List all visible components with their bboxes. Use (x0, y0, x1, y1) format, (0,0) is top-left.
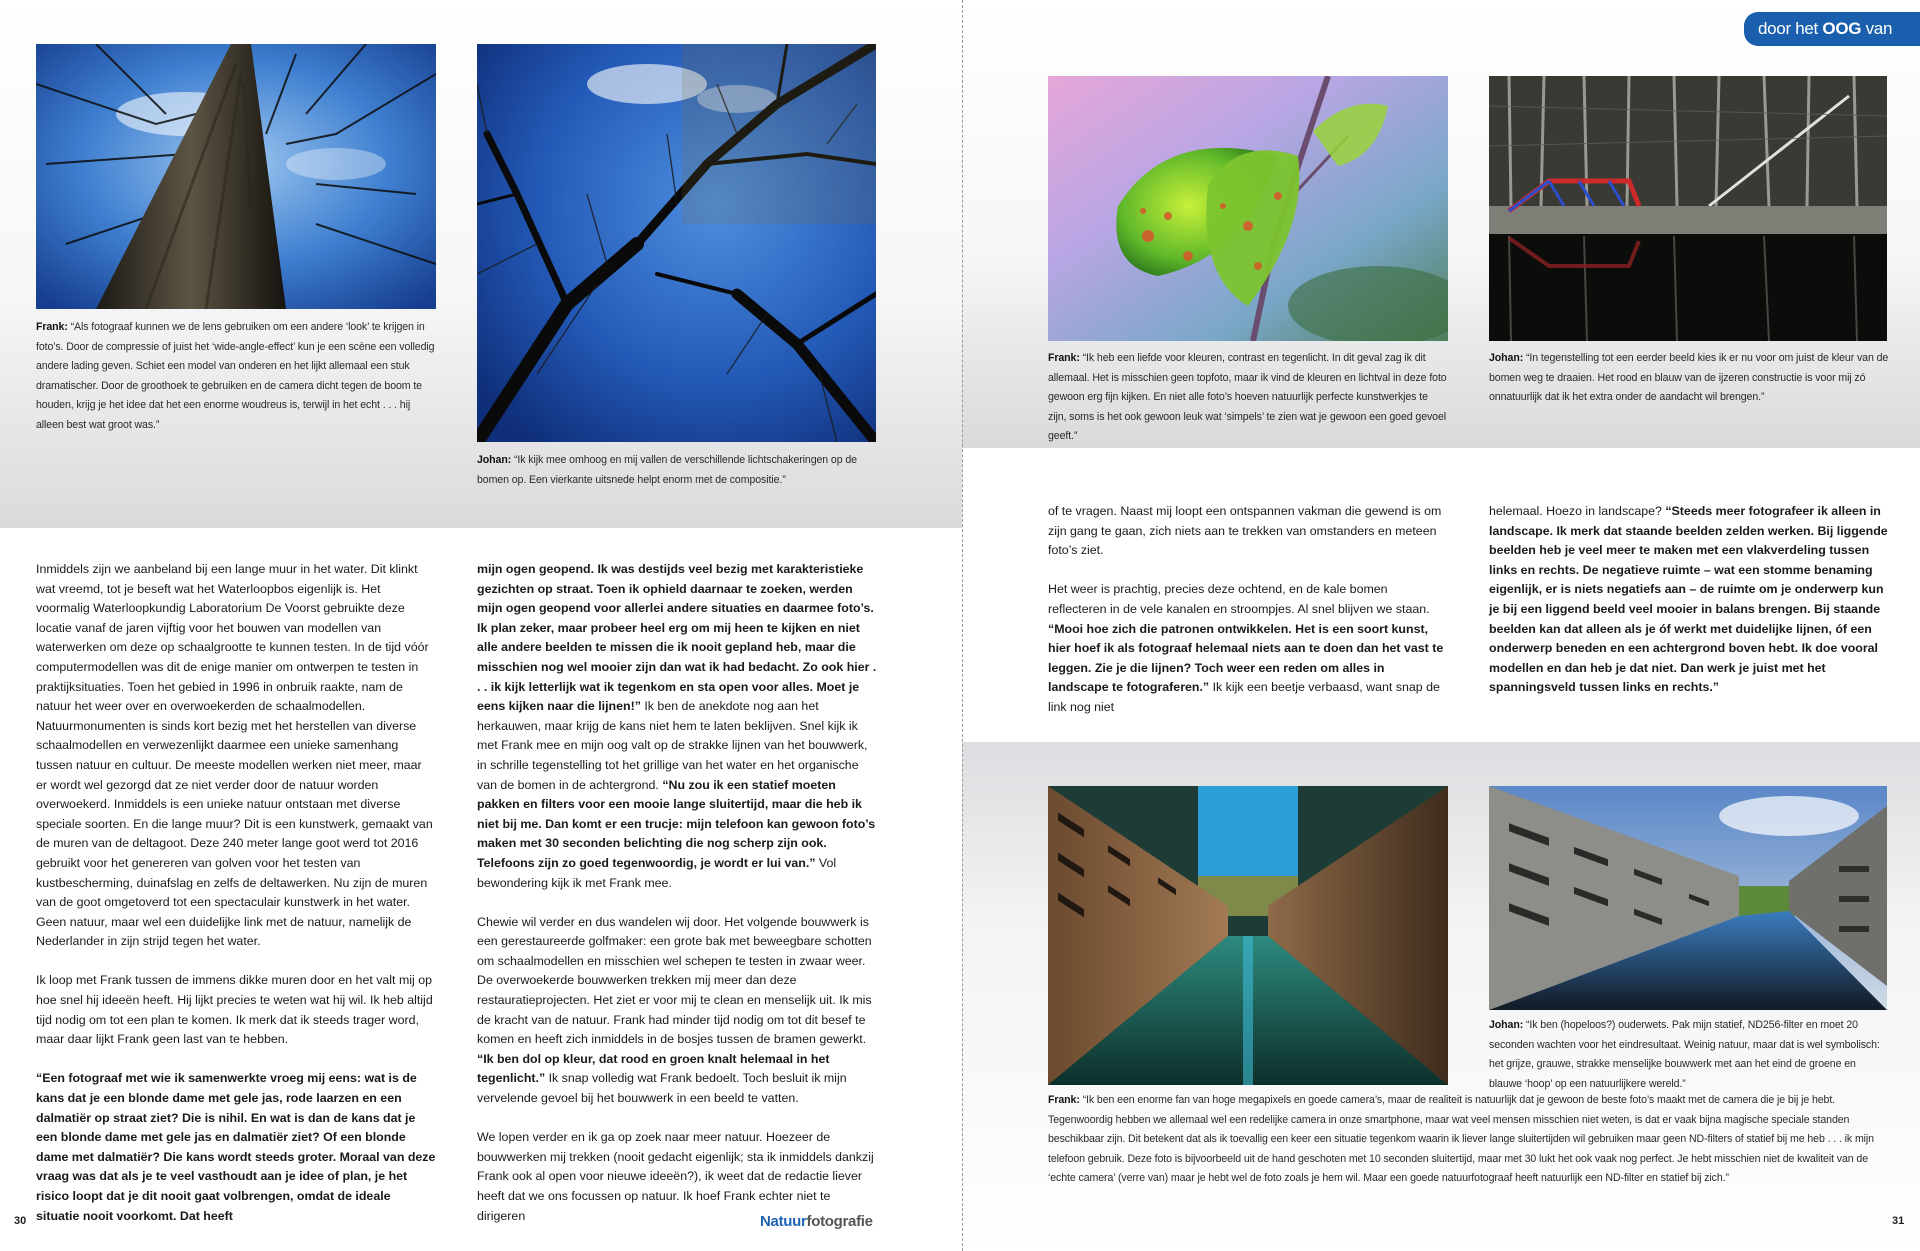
caption-author: Frank: (1048, 352, 1080, 364)
photo-green-leaf (1048, 76, 1448, 341)
caption-text: “Ik ben een enorme fan van hoge megapixels en goede camera’s, maar de realiteit is natuurlijk dat je gewoon de beste foto’s maakt met de camera die je bij je hebt. Tegenwoordig hebben we allemaal wel een redelijke camera in onze smartphone, maar wat veel mensen misschien niet weten, is dat er vaak bijna magische speciale standen beschikbaar zijn. Dit betekent dat als ik toevallig een keer een situatie tegenkom waarin ik liever lange sluitertijden wil gebruiken maar geen ND-filters of statief bij me heb . . . ik mijn telefoon gebruik. Deze foto is bijvoorbeeld uit de hand geschoten met 10 seconden sluitertijd, maar met 30 lukt het ook vaak nog perfect. Je hebt misschien niet de kwaliteit van de ‘echte camera’ (verre van) maar je hebt wel de foto zoals je hem wil. Maar een goede natuurfotograaf heeft natuurlijk een ND-filter en statief bij zich.” (1048, 1094, 1874, 1184)
section-tag-strong: OOG (1822, 19, 1862, 38)
paragraph (477, 913, 877, 1109)
quote-text: “Nu zou ik een statief moeten pakken en filters voor een mooie lange sluitertijd, maar die heb ik niet bij me. Dan komt er een trucje: mijn telefoon kan gewoon foto’s maken met 30 seconden belichting die nog scherp zijn ook. Telefoons zijn zo goed tegenwoordig, je wordt er lui van.” (477, 777, 876, 870)
paragraph: Inmiddels zijn we aanbeland bij een lange muur in het water. Dit klinkt wat vreemd, tot je beseft wat het Waterloopbos eigenlijk is. Het voormalig Waterloopkundig Laboratorium De Voorst gebruikte deze locatie vanaf de jaren vijftig voor het bouwen van modellen van waterwerken om deze op schaalgrootte te kunnen testen. In de tijd vóór computermodellen was dit de enige manier om ontwerpen te testen in praktijksituaties. Toen het gebied in 1996 in onbruik raakte, nam de natuur het weer over en overwoekerden de schaalmodellen. Natuurmonumenten is sinds kort bezig met het herstellen van diverse schaalmodellen en verwezenlijkt daarmee een unieke samenhang tussen natuur en cultuur. De meeste modellen werken niet meer, maar er wordt wel gezorgd dat ze niet verder door de natuur worden overwoekerd. Inmiddels is een unieke natuur ontstaan met diverse speciale soorten. En die lange muur? Dit is een kunstwerk, gemaakt van de muren van de deltagoot. Deze 240 meter lange goot werd tot 2016 gebruikt voor het genereren van golven voor het testen van kustbescherming, duinafslag en zelfs de deltawerken. Nu zijn de muren van de goot omgetoverd tot een spectaculair kunstwerk in het water. Geen natuur, maar wel een duidelijke link met de natuur, namelijk de Nederlander in zijn strijd tegen het water. (36, 562, 433, 949)
body-column-2 (477, 560, 877, 1246)
paragraph-text: Ik snap volledig wat Frank bedoelt. Toch besluit ik mijn vervelende gevoel bij het bouwwerk in een beeld te vatten. (477, 1071, 847, 1106)
caption-text: “Ik ben (hopeloos?) ouderwets. Pak mijn statief, ND256-filter en moet 20 seconden wachten voor het eindresultaat. Weinig natuur, maar dat is wel symbolisch: het grijze, grauwe, strakke menselijke bouwwerk met aan het eind de groene en blauwe ‘hoop’ op een natuurlijkere wereld.” (1489, 1019, 1880, 1090)
caption-author: Johan: (1489, 1019, 1524, 1031)
paragraph-text: Ik kijk een beetje verbaasd, want snap de link nog niet (1048, 680, 1440, 714)
logo-part-2: fotografie (806, 1213, 873, 1230)
section-tag-post: van (1861, 19, 1893, 38)
caption-green-leaf (1048, 349, 1448, 447)
caption-tree-trunk (36, 318, 436, 435)
caption-author: Johan: (1489, 352, 1524, 364)
caption-text: “Ik heb een liefde voor kleuren, contrast en tegenlicht. In dit geval zag ik dit allemaal. Het is misschien geen topfoto, maar ik vind de kleuren en lichtval in deze foto gewoon erg fijn kijken. En niet alle foto’s hoeven natuurlijk perfecte kunstwerkjes te zijn, soms is het ook gewoon leuk wat ‘simpels’ te zien wat je gewoon een goed gevoel geeft.” (1048, 352, 1447, 442)
caption-text: “Als fotograaf kunnen we de lens gebruiken om een andere ‘look’ te krijgen in foto’s. Door de compressie of juist het ‘wide-angle-effect’ kun je een scène een volledig andere lading geven. Schiet een model van onderen en het lijkt allemaal een stuk dramatischer. Door de groothoek te gebruiken en de camera dicht tegen de boom te houden, krijg je het idee dat het een enorme woudreus is, terwijl in het echt . . . hij alleen best wat groot was.” (36, 321, 435, 431)
quote-text: “Steeds meer fotografeer ik alleen in landscape. Ik merk dat staande beelden zelden werken. Bij liggende beelden heb je veel meer te maken met een vlakverdeling tussen links en rechts. De negatieve ruimte – wat een stomme benaming eigenlijk, er is niets negatiefs aan – de ruimte om je onderwerp kun je bij een liggend beeld veel mooier in balans brengen. Bij staande beelden kan dat alleen als je óf werkt met duidelijke lijnen, óf een onderwerp beneden en een achtergrond boven hebt. Ik doe vooral modellen en dan heb je dat niet. Dan werk je juist met het spanningsveld tussen links en rechts.” (1489, 504, 1888, 695)
paragraph-text: Vol bewondering kijk ik met Frank mee. (477, 855, 837, 890)
body-column-3 (1048, 502, 1448, 737)
caption-canopy (477, 451, 877, 490)
photo-walls-sunset (1048, 786, 1448, 1085)
paragraph-text: Chewie wil verder en dus wandelen wij door. Het volgende bouwwerk is een gerestaureerde golfmaker: een grote bak met beweegbare schotten om schaalmodellen en misschien wel schepen te testen in zwaar weer. De overwoekerde bouwwerken trekken mij meer dan deze restauratieprojecten. Het ziet er voor mij te clean en menselijk uit. Ik mis de kracht van de natuur. Frank had minder tijd nodig om tot dit besef te komen en heeft zich inmiddels in de bosjes tussen de bramen gewerkt. (477, 914, 872, 1047)
paragraph: of te vragen. Naast mij loopt een ontspannen vakman die gewend is om zijn gang te gaan, zich niets aan te trekken van omstanders en meteen foto’s ziet. (1048, 504, 1442, 558)
quote-text: “Ik ben dol op kleur, dat rood en groen knalt helemaal in het tegenlicht.” (477, 1051, 830, 1086)
caption-text: “In tegenstelling tot een eerder beeld kies ik er nu voor om juist de kleur van de bomen weg te draaien. Het rood en blauw van de ijzeren constructie is voor mij zó onnatuurlijk dat ik het extra onder de aandacht wil brengen.” (1489, 352, 1889, 403)
page-spine-divider (962, 0, 963, 1251)
photo-tree-trunk (36, 44, 436, 309)
paragraph (1048, 580, 1448, 717)
logo-part-1: Natuur (760, 1213, 807, 1230)
magazine-logo (760, 1213, 873, 1230)
paragraph-text: Het weer is prachtig, precies deze ochtend, en de kale bomen reflecteren in de vele kanalen en stroompjes. Al snel blijven we staan. (1048, 582, 1430, 616)
caption-author: Frank: (1048, 1094, 1080, 1106)
page-number-right: 31 (1892, 1215, 1905, 1227)
page-number-left: 30 (14, 1215, 27, 1227)
paragraph-text: Ik ben de anekdote nog aan het herkauwen, maar krijg de kans niet hem te laten beklijven. Snel kijk ik met Frank mee en mijn oog valt op de strakke lijnen van het bouwwerk, in schrille tegenstelling tot het grillige van het water en het organische van de bomen in de achtergrond. (477, 699, 868, 792)
caption-frank-long (1048, 1091, 1888, 1189)
paragraph (36, 1069, 436, 1226)
caption-walls-grey (1489, 1016, 1889, 1094)
caption-author: Johan: (477, 454, 512, 466)
caption-text: “Ik kijk mee omhoog en mij vallen de verschillende lichtschakeringen op de bomen op. Een vierkante uitsnede helpt enorm met de compositie.” (477, 454, 857, 486)
paragraph-text: helemaal. Hoezo in landscape? (1489, 504, 1666, 518)
photo-canopy (477, 44, 876, 442)
paragraph (1489, 502, 1889, 698)
quote-text: “Een fotograaf met wie ik samenwerkte vroeg mij eens: wat is de kans dat je een blonde dame met gele jas, rode laarzen en een dalmatiër op straat ziet? Die is nihil. En wat is dan de kans dat je een blonde dame met gele jas en dalmatiër ziet? Of een blonde dame met dalmatiër? Die kans wordt steeds groter. Moraal van deze vraag was dat als je te veel vasthoudt aan je idee of plan, je het risico loopt dat je dit nooit gaat volbrengen, omdat de ideale situatie nooit voorkomt. Dat heeft (36, 1071, 436, 1223)
photo-walls-grey (1489, 786, 1887, 1010)
caption-author: Frank: (36, 321, 68, 333)
section-tag-pre: door het (1758, 19, 1823, 38)
paragraph: We lopen verder en ik ga op zoek naar meer natuur. Hoezeer de bouwwerken mij trekken (nooit gedacht eigenlijk; sta ik inmiddels dankzij Frank ook al open voor nieuwe ideeën?), ik weet dat de redactie liever heeft dat we ons focussen op natuur. Ik hoef Frank echter niet te dirigeren (477, 1130, 874, 1223)
quote-text: mijn ogen geopend. Ik was destijds veel bezig met karakteristieke gezichten op straat. Toen ik ophield daarnaar te zoeken, werden mijn ogen geopend voor allerlei andere situaties en daarmee foto’s. Ik plan zeker, maar probeer heel erg om mij heen te kijken en niet alle andere beelden te missen die ik nooit gepland heb, maar die misschien nog wel mooier zijn dan wat ik had bedacht. Zo ook hier . . . ik kijk letterlijk wat ik tegenkom en sta open voor alles. Moet je eens kijken naar die lijnen!” (477, 562, 877, 714)
paragraph: Ik loop met Frank tussen de immens dikke muren door en het valt mij op hoe snel hij ideeën heeft. Hij lijkt precies te weten wat hij wil. Ik heb altijd tijd nodig om tot een plan te komen. Ik merk dat ik steeds trager word, maar daar lijkt Frank geen last van te hebben. (36, 973, 433, 1047)
body-column-1 (36, 560, 436, 1246)
section-tag (1744, 12, 1920, 46)
photo-bridge-reflection (1489, 76, 1887, 341)
quote-text: “Mooi hoe zich die patronen ontwikkelen. Het is een soort kunst, hier hoef ik als fotograaf helemaal niets aan te doen dan het vast te leggen. Zie je die lijnen? Toch weer een reden om alles in landscape te fotograferen.” (1048, 621, 1444, 695)
paragraph (477, 560, 877, 893)
right-page (962, 0, 1920, 1251)
body-column-4 (1489, 502, 1889, 718)
caption-bridge (1489, 349, 1889, 408)
